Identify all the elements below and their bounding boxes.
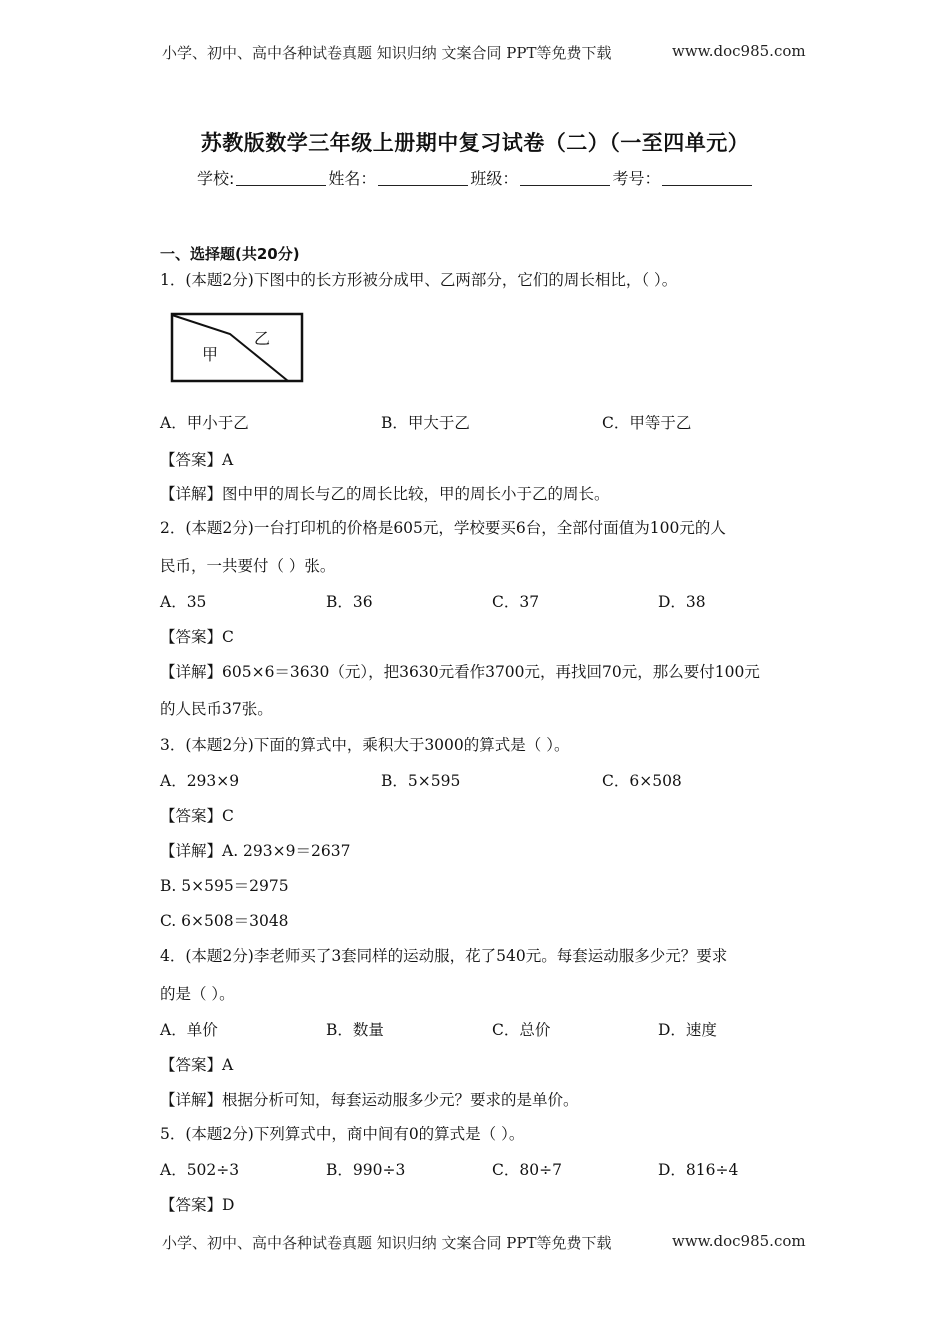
- q2-detail-line1: 【详解】605×6＝3630（元），把3630元看作3700元，再找回70元，那么要付100元: [160, 663, 760, 681]
- name-blank: [378, 171, 468, 186]
- q2-option-c: C．37: [492, 593, 540, 611]
- q2-detail-line2: 的人民币37张。: [160, 700, 273, 718]
- q1-option-a: A．甲小于乙: [160, 414, 249, 432]
- q1-stem: 1．(本题2分)下图中的长方形被分成甲、乙两部分，它们的周长相比，（ ）。: [160, 271, 678, 289]
- q1-option-c: C．甲等于乙: [602, 414, 692, 432]
- q3-stem: 3．(本题2分)下面的算式中，乘积大于3000的算式是（ ）。: [160, 736, 570, 754]
- q3-detail-line1: 【详解】A. 293×9＝2637: [160, 842, 351, 860]
- q1-option-b: B．甲大于乙: [381, 414, 470, 432]
- rectangle-outline: [172, 314, 302, 381]
- q5-option-b: B．990÷3: [326, 1161, 406, 1179]
- label-yi: 乙: [254, 329, 271, 348]
- q1-answer: 【答案】A: [160, 451, 234, 469]
- footer-promo: 小学、初中、高中各种试卷真题 知识归纳 文案合同 PPT等免费下载: [162, 1234, 612, 1252]
- q2-stem-line2: 民币，一共要付（ ）张。: [160, 557, 336, 575]
- q2-option-b: B．36: [326, 593, 373, 611]
- q4-option-a: A．单价: [160, 1021, 218, 1039]
- q4-answer: 【答案】A: [160, 1056, 234, 1074]
- q4-option-d: D．速度: [658, 1021, 717, 1039]
- q4-stem-line2: 的是（ ）。: [160, 985, 235, 1003]
- header-promo: 小学、初中、高中各种试卷真题 知识归纳 文案合同 PPT等免费下载: [162, 44, 612, 62]
- q5-answer: 【答案】D: [160, 1196, 235, 1214]
- number-blank: [662, 171, 752, 186]
- q5-option-c: C．80÷7: [492, 1161, 562, 1179]
- number-label: 考号：: [612, 169, 661, 188]
- q4-stem-line1: 4．(本题2分)李老师买了3套同样的运动服，花了540元。每套运动服多少元？要求: [160, 947, 728, 965]
- info-fields: [197, 166, 754, 189]
- q5-stem: 5．(本题2分)下列算式中，商中间有0的算式是（ ）。: [160, 1125, 525, 1143]
- q3-option-c: C．6×508: [602, 772, 682, 790]
- header-site: www.doc985.com: [672, 42, 806, 60]
- q2-option-d: D．38: [658, 593, 706, 611]
- q4-detail: 【详解】根据分析可知，每套运动服多少元？要求的是单价。: [160, 1091, 579, 1109]
- q3-option-b: B．5×595: [381, 772, 461, 790]
- school-label: 学校:: [197, 169, 235, 188]
- footer-site: www.doc985.com: [672, 1232, 806, 1250]
- label-jia: 甲: [202, 345, 219, 364]
- q4-option-c: C．总价: [492, 1021, 551, 1039]
- q5-option-d: D．816÷4: [658, 1161, 739, 1179]
- q3-option-a: A．293×9: [160, 772, 240, 790]
- q3-detail-line2: B. 5×595＝2975: [160, 877, 289, 895]
- q1-detail: 【详解】图中甲的周长与乙的周长比较，甲的周长小于乙的周长。: [160, 485, 610, 503]
- q2-stem-line1: 2．(本题2分)一台打印机的价格是605元，学校要买6台，全部付面值为100元的人: [160, 519, 726, 537]
- class-blank: [520, 171, 610, 186]
- rectangle-diagram: [170, 312, 306, 384]
- q3-answer: 【答案】C: [160, 807, 234, 825]
- q2-answer: 【答案】C: [160, 628, 234, 646]
- page-title: 苏教版数学三年级上册期中复习试卷（二）（一至四单元）: [200, 131, 750, 155]
- school-blank: [236, 171, 326, 186]
- q2-option-a: A．35: [160, 593, 207, 611]
- class-label: 班级：: [470, 169, 519, 188]
- divider-line: [172, 315, 288, 381]
- q4-option-b: B．数量: [326, 1021, 384, 1039]
- q3-detail-line3: C. 6×508＝3048: [160, 912, 289, 930]
- q5-option-a: A．502÷3: [160, 1161, 240, 1179]
- q1-figure: [170, 312, 306, 388]
- section-title: 一、选择题(共20分): [160, 245, 300, 263]
- name-label: 姓名：: [328, 169, 377, 188]
